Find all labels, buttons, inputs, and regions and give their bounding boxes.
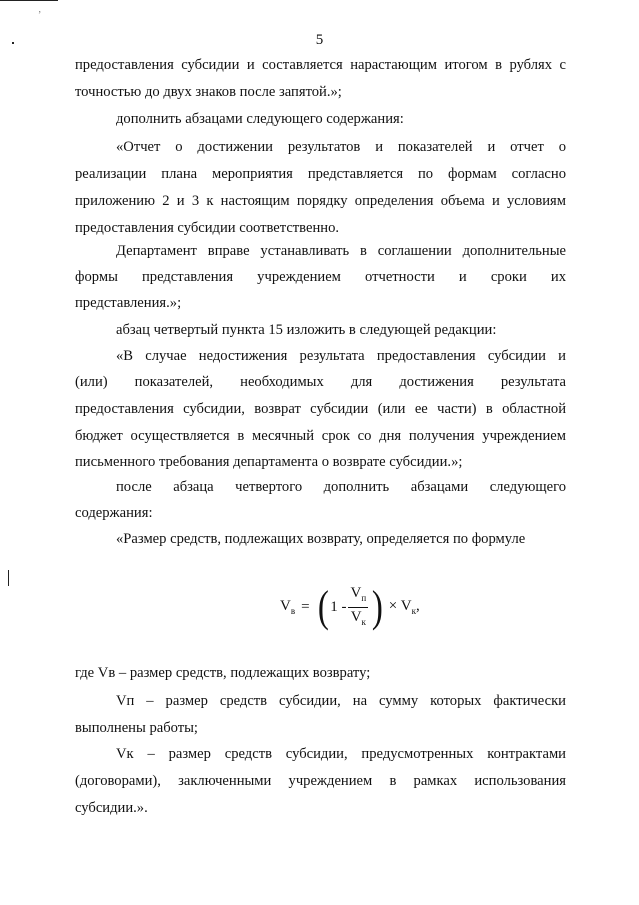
text-line: предоставления субсидии соответственно.	[75, 220, 340, 236]
page-number: 5	[315, 32, 324, 48]
text-line: после абзаца четвертого дополнить абзацами следующего	[116, 479, 566, 495]
text-line: субсидии.».	[75, 800, 148, 816]
formula-paren-close: )	[371, 582, 383, 631]
formula-fraction: $\frac{V_п}{V_к}$	[350, 584, 367, 627]
text-line: «В случае недостижения результата предоставления субсидии и	[116, 348, 566, 364]
text-line: дополнить абзацами следующего содержания:	[116, 111, 404, 127]
text-line: письменного требования департамента о возврате субсидии.»;	[75, 454, 463, 470]
text-line: приложению 2 и 3 к настоящим порядку определения объема и условиям	[75, 193, 566, 209]
formula-times: × $V_к$,	[388, 598, 420, 616]
scan-artifact: ’	[38, 10, 42, 21]
formula-eq: =	[301, 598, 310, 615]
text-line: Департамент вправе устанавливать в соглашении дополнительные	[116, 243, 566, 259]
text-line: точностью до двух знаков после запятой.»;	[75, 84, 342, 100]
text-line: представления.»;	[75, 295, 182, 311]
text-line: реализации плана мероприятия представляется по формам согласно	[75, 166, 566, 182]
text-line: абзац четвертый пункта 15 изложить в следующей редакции:	[116, 322, 497, 338]
formula-paren-open: (	[317, 582, 329, 631]
text-line: «Отчет о достижении результатов и показателей и отчет о	[116, 139, 566, 155]
formula	[280, 582, 440, 632]
text-line: «Размер средств, подлежащих возврату, определяется по формуле	[116, 531, 526, 547]
text-line: формы представления учреждением отчетности и сроки их	[75, 269, 566, 285]
text-line: (или) показателей, необходимых для достижения результата	[75, 374, 566, 390]
text-line: Vп – размер средств субсидии, на сумму которых фактически	[116, 693, 566, 709]
text-line: (договорами), заключенными учреждением в рамках использования	[75, 773, 566, 789]
text-line: где Vв – размер средств, подлежащих возврату;	[75, 665, 371, 681]
formula-lhs: $V_в$	[280, 598, 296, 616]
text-line: содержания:	[75, 505, 153, 521]
scan-mark-left	[8, 570, 9, 586]
scan-mark-top-left	[0, 0, 58, 1]
text-line: бюджет осуществляется в месячный срок со дня получения учреждением	[75, 428, 566, 444]
text-line: предоставления субсидии и составляется нарастающим итогом в рублях с	[75, 57, 566, 73]
text-line: выполнены работы;	[75, 720, 198, 736]
text-line: Vк – размер средств субсидии, предусмотренных контрактами	[116, 746, 566, 762]
formula-one: 1 -	[330, 598, 347, 615]
text-line: предоставления субсидии, возврат субсидии (или ее части) в областной	[75, 401, 566, 417]
